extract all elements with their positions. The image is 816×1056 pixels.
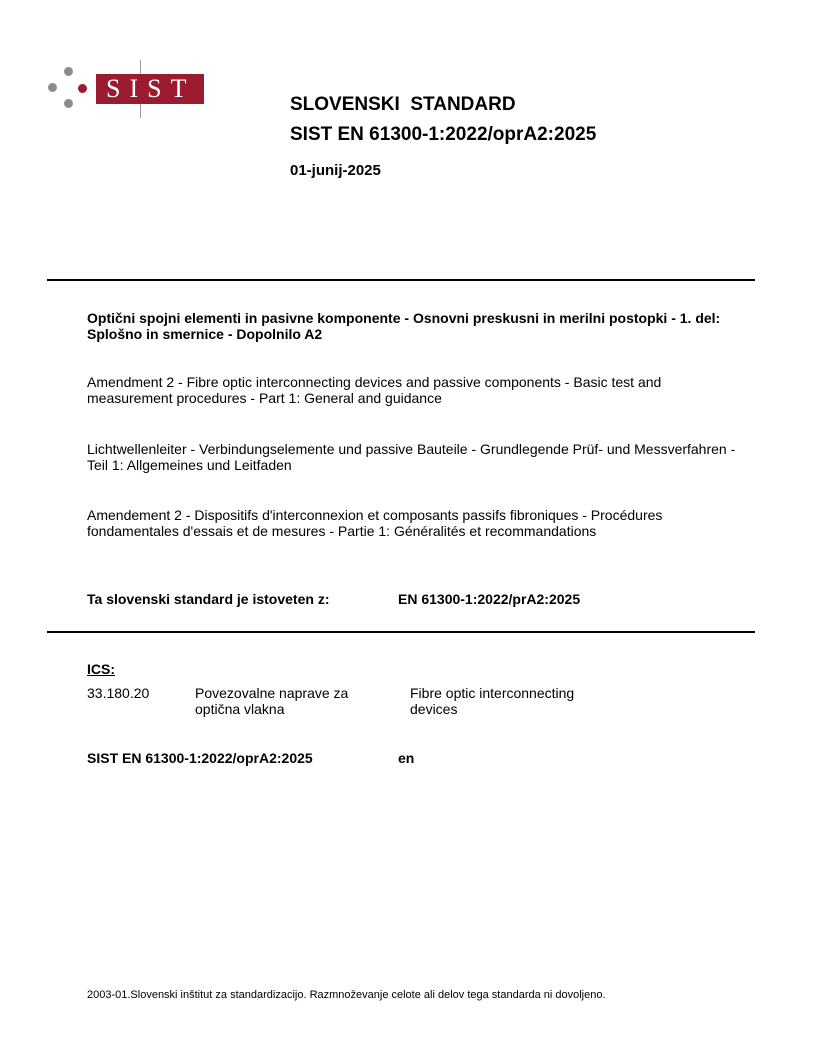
logo-dot (48, 83, 57, 92)
ics-desc-slovenian: Povezovalne naprave za optična vlakna (195, 685, 349, 717)
divider-top (47, 279, 755, 281)
ics-code: 33.180.20 (87, 685, 150, 701)
logo-dot (64, 67, 73, 76)
identity-value: EN 61300-1:2022/prA2:2025 (398, 591, 581, 607)
logo-dot (64, 99, 73, 108)
document-language: en (398, 750, 415, 766)
ics-heading: ICS: (87, 661, 115, 677)
logo-dot-accent (78, 84, 87, 93)
divider-bottom (47, 631, 755, 633)
standard-heading: SLOVENSKI STANDARD (290, 94, 516, 115)
logo-wordmark: SIST (96, 74, 204, 104)
publication-date: 01-junij-2025 (290, 162, 381, 179)
title-german: Lichtwellenleiter - Verbindungselemente und passive Bauteile - Grundlegende Prüf- und Messverfahren - Teil 1: Allgemeines und Leitfaden (87, 441, 736, 473)
ics-desc-english: Fibre optic interconnecting devices (410, 685, 575, 717)
standard-number: SIST EN 61300-1:2022/oprA2:2025 (290, 124, 597, 145)
title-slovenian: Optični spojni elementi in pasivne komponente - Osnovni preskusni in merilni postopki - 1. del: Splošno in smernice - Dopolnilo A2 (87, 310, 721, 342)
title-french: Amendement 2 - Dispositifs d'interconnexion et composants passifs fibroniques - Procédures fondamentales d'essais et de mesures - Partie 1: Généralités et recommandations (87, 507, 663, 539)
title-english: Amendment 2 - Fibre optic interconnecting devices and passive components - Basic test and measurement procedures - Part 1: General and guidance (87, 374, 662, 406)
identity-label: Ta slovenski standard je istoveten z: (87, 591, 330, 607)
document-number: SIST EN 61300-1:2022/oprA2:2025 (87, 750, 313, 766)
copyright-footer: 2003-01.Slovenski inštitut za standardizacijo. Razmnoževanje celote ali delov tega standarda ni dovoljeno. (87, 989, 606, 1001)
